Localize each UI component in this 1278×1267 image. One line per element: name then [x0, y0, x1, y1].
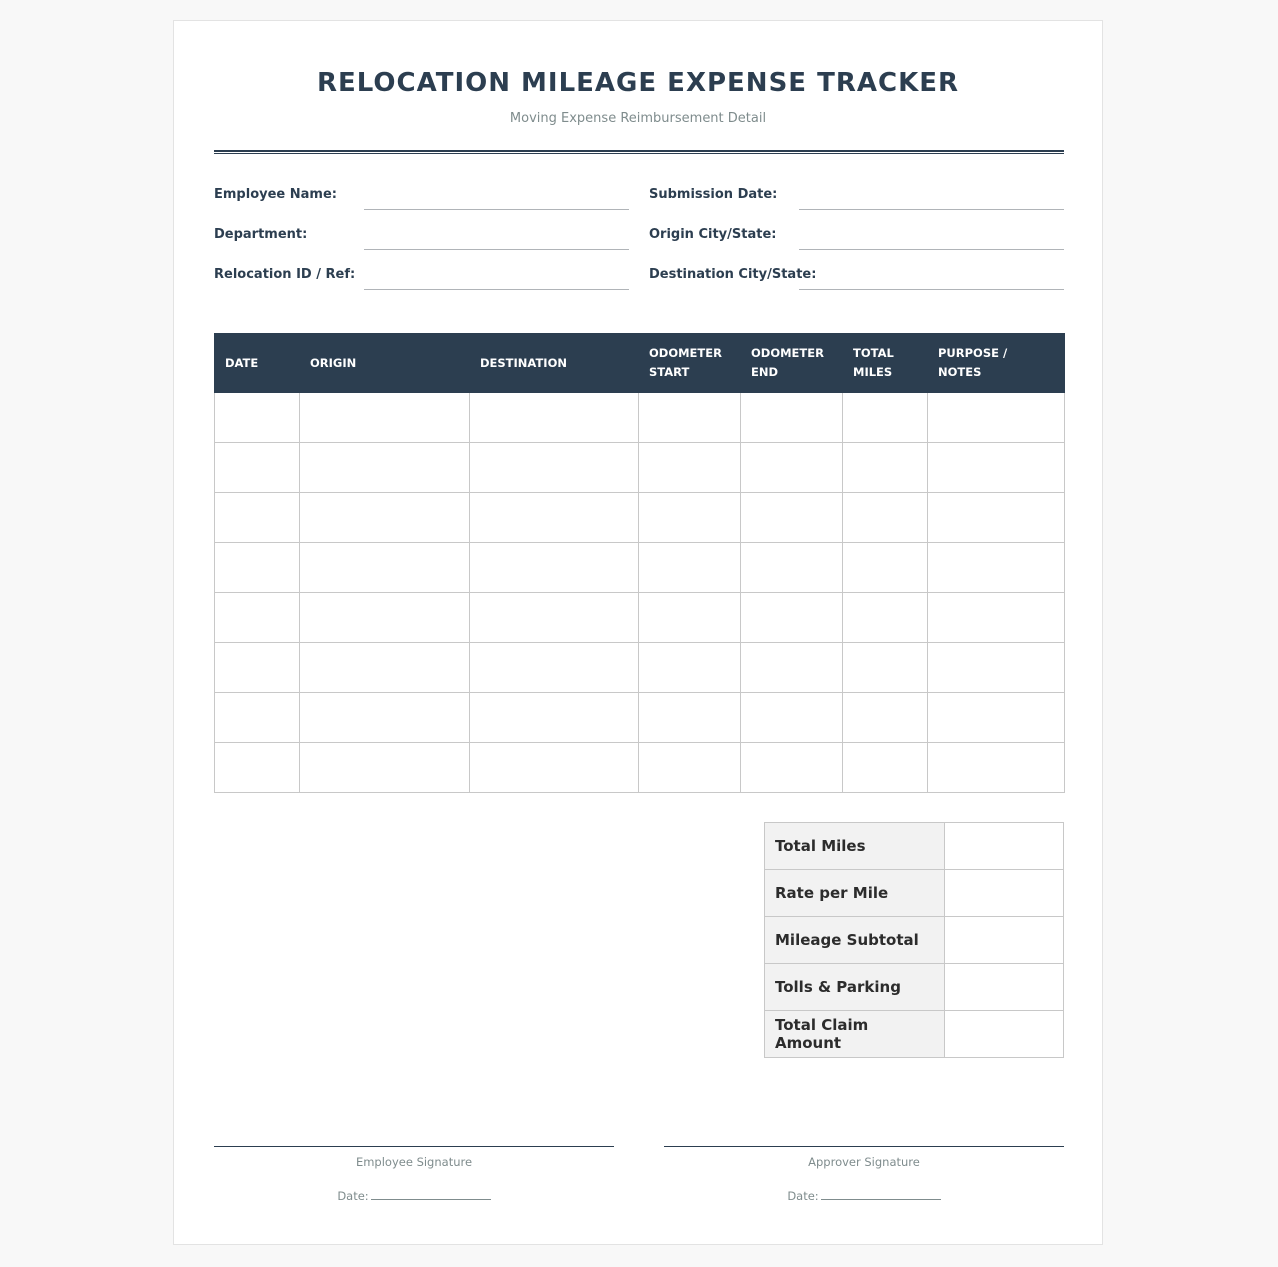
- cell-date[interactable]: [215, 693, 300, 743]
- cell-origin[interactable]: [300, 493, 470, 543]
- cell-odometer-start[interactable]: [639, 593, 741, 643]
- cell-odometer-end[interactable]: [741, 393, 843, 443]
- cell-purpose-notes[interactable]: [928, 543, 1065, 593]
- summary-label: Mileage Subtotal: [765, 917, 945, 964]
- table-row: [215, 393, 1065, 443]
- summary-value-rate-per-mile[interactable]: [945, 870, 1064, 917]
- cell-total-miles[interactable]: [843, 543, 928, 593]
- destination-city-input[interactable]: [799, 267, 1064, 290]
- cell-date[interactable]: [215, 443, 300, 493]
- cell-total-miles[interactable]: [843, 443, 928, 493]
- summary-row-total-claim: [765, 1011, 1064, 1058]
- table-row: [215, 493, 1065, 543]
- cell-odometer-start[interactable]: [639, 693, 741, 743]
- summary-value-total-miles[interactable]: [945, 823, 1064, 870]
- employee-signature-line[interactable]: [214, 1146, 614, 1147]
- summary-row-mileage-subtotal: [765, 917, 1064, 964]
- employee-signature-block: [214, 1146, 614, 1203]
- column-header-destination: DESTINATION: [470, 334, 639, 393]
- table-row: [215, 743, 1065, 793]
- cell-odometer-end[interactable]: [741, 443, 843, 493]
- table-row: [215, 443, 1065, 493]
- cell-total-miles[interactable]: [843, 393, 928, 443]
- summary-row-rate-per-mile: [765, 870, 1064, 917]
- cell-origin[interactable]: [300, 693, 470, 743]
- origin-city-input[interactable]: [799, 227, 1064, 250]
- cell-total-miles[interactable]: [843, 493, 928, 543]
- cell-destination[interactable]: [470, 643, 639, 693]
- cell-destination[interactable]: [470, 493, 639, 543]
- cell-odometer-end[interactable]: [741, 643, 843, 693]
- cell-total-miles[interactable]: [843, 643, 928, 693]
- cell-destination[interactable]: [470, 393, 639, 443]
- origin-city-field: [649, 227, 1064, 251]
- cell-destination[interactable]: [470, 743, 639, 793]
- summary-value-tolls-parking[interactable]: [945, 964, 1064, 1011]
- employee-name-label: Employee Name:: [214, 187, 337, 202]
- approver-signature-block: [664, 1146, 1064, 1203]
- cell-odometer-start[interactable]: [639, 543, 741, 593]
- cell-odometer-start[interactable]: [639, 643, 741, 693]
- cell-odometer-start[interactable]: [639, 743, 741, 793]
- cell-date[interactable]: [215, 543, 300, 593]
- cell-total-miles[interactable]: [843, 693, 928, 743]
- cell-date[interactable]: [215, 593, 300, 643]
- cell-purpose-notes[interactable]: [928, 593, 1065, 643]
- employee-name-field: [214, 187, 629, 211]
- cell-destination[interactable]: [470, 593, 639, 643]
- page-title: RELOCATION MILEAGE EXPENSE TRACKER: [317, 68, 959, 98]
- column-header-purpose-notes: PURPOSE / NOTES: [928, 334, 1065, 393]
- summary-label: Rate per Mile: [765, 870, 945, 917]
- table-row: [215, 643, 1065, 693]
- table-row: [215, 593, 1065, 643]
- header-divider: [214, 150, 1064, 154]
- summary-label: Total Claim Amount: [765, 1011, 945, 1058]
- cell-purpose-notes[interactable]: [928, 443, 1065, 493]
- origin-city-label: Origin City/State:: [649, 227, 777, 242]
- expense-form-sheet: [173, 20, 1103, 1245]
- submission-date-field: [649, 187, 1064, 211]
- cell-origin[interactable]: [300, 393, 470, 443]
- cell-date[interactable]: [215, 743, 300, 793]
- date-label: Date:: [787, 1189, 819, 1203]
- cell-odometer-end[interactable]: [741, 493, 843, 543]
- employee-date-blank[interactable]: [371, 1188, 491, 1200]
- cell-destination[interactable]: [470, 543, 639, 593]
- cell-destination[interactable]: [470, 443, 639, 493]
- destination-city-label: Destination City/State:: [649, 267, 817, 282]
- relocation-id-input[interactable]: [364, 267, 629, 290]
- cell-odometer-start[interactable]: [639, 443, 741, 493]
- cell-date[interactable]: [215, 643, 300, 693]
- employee-signature-date: [214, 1188, 614, 1203]
- column-header-odometer-end: ODOMETER END: [741, 334, 843, 393]
- employee-name-input[interactable]: [364, 187, 629, 210]
- table-row: [215, 693, 1065, 743]
- table-header-row: [215, 334, 1065, 393]
- department-label: Department:: [214, 227, 308, 242]
- summary-value-total-claim[interactable]: [945, 1011, 1064, 1058]
- column-header-origin: ORIGIN: [300, 334, 470, 393]
- date-label: Date:: [337, 1189, 369, 1203]
- mileage-log-table: [214, 333, 1065, 793]
- cell-odometer-end[interactable]: [741, 743, 843, 793]
- approver-signature-label: Approver Signature: [808, 1155, 920, 1169]
- cell-purpose-notes[interactable]: [928, 743, 1065, 793]
- column-header-total-miles: TOTAL MILES: [843, 334, 928, 393]
- submission-date-input[interactable]: [799, 187, 1064, 210]
- summary-label: Total Miles: [765, 823, 945, 870]
- cell-origin[interactable]: [300, 643, 470, 693]
- table-row: [215, 543, 1065, 593]
- cell-odometer-start[interactable]: [639, 393, 741, 443]
- cell-purpose-notes[interactable]: [928, 643, 1065, 693]
- cell-total-miles[interactable]: [843, 743, 928, 793]
- cell-total-miles[interactable]: [843, 593, 928, 643]
- mileage-log-body: [215, 393, 1065, 793]
- destination-city-field: [649, 267, 1064, 291]
- column-header-date: DATE: [215, 334, 300, 393]
- department-field: [214, 227, 629, 251]
- column-header-odometer-start: ODOMETER START: [639, 334, 741, 393]
- cell-origin[interactable]: [300, 743, 470, 793]
- cell-purpose-notes[interactable]: [928, 493, 1065, 543]
- summary-label: Tolls & Parking: [765, 964, 945, 1011]
- cell-origin[interactable]: [300, 543, 470, 593]
- cell-purpose-notes[interactable]: [928, 693, 1065, 743]
- cell-origin[interactable]: [300, 443, 470, 493]
- page-subtitle: Moving Expense Reimbursement Detail: [509, 111, 767, 126]
- cell-odometer-start[interactable]: [639, 493, 741, 543]
- summary-row-tolls-parking: [765, 964, 1064, 1011]
- relocation-id-label: Relocation ID / Ref:: [214, 267, 356, 282]
- cell-odometer-end[interactable]: [741, 543, 843, 593]
- cell-purpose-notes[interactable]: [928, 393, 1065, 443]
- approver-signature-line[interactable]: [664, 1146, 1064, 1147]
- employee-signature-label: Employee Signature: [355, 1155, 473, 1169]
- cell-origin[interactable]: [300, 593, 470, 643]
- summary-table: [764, 822, 1064, 1058]
- cell-odometer-end[interactable]: [741, 693, 843, 743]
- relocation-id-field: [214, 267, 629, 291]
- cell-destination[interactable]: [470, 693, 639, 743]
- cell-date[interactable]: [215, 493, 300, 543]
- cell-odometer-end[interactable]: [741, 593, 843, 643]
- summary-row-total-miles: [765, 823, 1064, 870]
- approver-date-blank[interactable]: [821, 1188, 941, 1200]
- cell-date[interactable]: [215, 393, 300, 443]
- approver-signature-date: [664, 1188, 1064, 1203]
- submission-date-label: Submission Date:: [649, 187, 778, 202]
- summary-value-mileage-subtotal[interactable]: [945, 917, 1064, 964]
- department-input[interactable]: [364, 227, 629, 250]
